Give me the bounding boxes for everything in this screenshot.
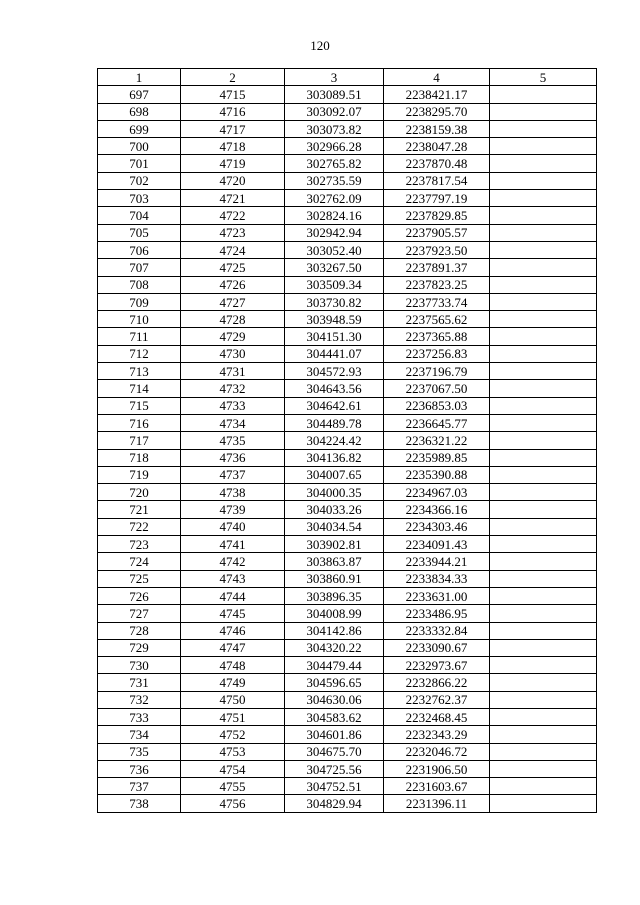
table-cell-col-3: 303509.34	[285, 276, 384, 293]
table-cell-col-3: 304572.93	[285, 363, 384, 380]
table-cell-col-4: 2237823.25	[384, 276, 490, 293]
table-row	[98, 449, 597, 466]
table-cell-col-1: 732	[98, 691, 181, 708]
table-cell-col-4: 2232468.45	[384, 708, 490, 725]
table-cell-col-1: 698	[98, 103, 181, 120]
table-cell-col-1: 729	[98, 639, 181, 656]
table-cell-col-2: 4732	[181, 380, 285, 397]
table-cell-col-3: 304489.78	[285, 414, 384, 431]
table-row	[98, 328, 597, 345]
table-cell-col-1: 738	[98, 795, 181, 812]
table-cell-col-2: 4717	[181, 120, 285, 137]
table-cell-col-2: 4741	[181, 536, 285, 553]
table-cell-col-1: 718	[98, 449, 181, 466]
table-cell-col-1: 715	[98, 397, 181, 414]
table-cell-col-4: 2236645.77	[384, 414, 490, 431]
table-cell-col-3: 302942.94	[285, 224, 384, 241]
table-cell-col-1: 734	[98, 726, 181, 743]
coordinates-table	[97, 68, 597, 813]
table-cell-col-4: 2236321.22	[384, 432, 490, 449]
table-cell-col-1: 703	[98, 190, 181, 207]
table-cell-col-4: 2237256.83	[384, 345, 490, 362]
table-cell-col-5	[490, 691, 597, 708]
table-row	[98, 501, 597, 518]
table-cell-col-3: 304033.26	[285, 501, 384, 518]
table-cell-col-2: 4742	[181, 553, 285, 570]
table-cell-col-2: 4745	[181, 605, 285, 622]
table-cell-col-2: 4731	[181, 363, 285, 380]
table-cell-col-4: 2235390.88	[384, 466, 490, 483]
table-row	[98, 743, 597, 760]
table-row	[98, 432, 597, 449]
table-cell-col-5	[490, 674, 597, 691]
table-cell-col-4: 2232973.67	[384, 657, 490, 674]
table-cell-col-1: 736	[98, 760, 181, 777]
table-cell-col-2: 4720	[181, 172, 285, 189]
table-cell-col-4: 2237829.85	[384, 207, 490, 224]
table-cell-col-3: 303267.50	[285, 259, 384, 276]
table-cell-col-2: 4730	[181, 345, 285, 362]
table-cell-col-4: 2233332.84	[384, 622, 490, 639]
table-cell-col-4: 2235989.85	[384, 449, 490, 466]
column-header-3: 3	[285, 69, 384, 86]
table-cell-col-1: 714	[98, 380, 181, 397]
table-cell-col-5	[490, 345, 597, 362]
table-cell-col-1: 700	[98, 138, 181, 155]
table-cell-col-3: 303863.87	[285, 553, 384, 570]
table-cell-col-3: 303902.81	[285, 536, 384, 553]
table-cell-col-3: 303730.82	[285, 293, 384, 310]
table-cell-col-3: 304151.30	[285, 328, 384, 345]
table-cell-col-2: 4752	[181, 726, 285, 743]
table-cell-col-2: 4747	[181, 639, 285, 656]
table-cell-col-5	[490, 276, 597, 293]
table-row	[98, 190, 597, 207]
table-cell-col-3: 303948.59	[285, 311, 384, 328]
table-cell-col-2: 4716	[181, 103, 285, 120]
header-row	[98, 69, 597, 86]
table-cell-col-4: 2237891.37	[384, 259, 490, 276]
table-cell-col-5	[490, 622, 597, 639]
table-cell-col-1: 709	[98, 293, 181, 310]
table-row	[98, 570, 597, 587]
table-row	[98, 207, 597, 224]
table-cell-col-4: 2234967.03	[384, 484, 490, 501]
table-cell-col-2: 4756	[181, 795, 285, 812]
table-cell-col-1: 721	[98, 501, 181, 518]
table-cell-col-3: 304008.99	[285, 605, 384, 622]
table-cell-col-5	[490, 328, 597, 345]
table-cell-col-4: 2232046.72	[384, 743, 490, 760]
table-row	[98, 345, 597, 362]
table-cell-col-4: 2238047.28	[384, 138, 490, 155]
table-cell-col-1: 716	[98, 414, 181, 431]
table-cell-col-4: 2233631.00	[384, 587, 490, 604]
table-row	[98, 466, 597, 483]
table-cell-col-5	[490, 760, 597, 777]
table-row	[98, 259, 597, 276]
table-cell-col-4: 2237923.50	[384, 241, 490, 258]
table-cell-col-4: 2231396.11	[384, 795, 490, 812]
table-cell-col-3: 304829.94	[285, 795, 384, 812]
table-cell-col-2: 4755	[181, 778, 285, 795]
table-cell-col-1: 723	[98, 536, 181, 553]
table-cell-col-5	[490, 795, 597, 812]
table-cell-col-2: 4724	[181, 241, 285, 258]
table-cell-col-3: 304224.42	[285, 432, 384, 449]
table-cell-col-1: 726	[98, 587, 181, 604]
table-cell-col-2: 4740	[181, 518, 285, 535]
table-cell-col-3: 302966.28	[285, 138, 384, 155]
table-cell-col-3: 304034.54	[285, 518, 384, 535]
table-row	[98, 605, 597, 622]
table-cell-col-1: 711	[98, 328, 181, 345]
table-cell-col-4: 2231906.50	[384, 760, 490, 777]
table-row	[98, 241, 597, 258]
table-cell-col-2: 4726	[181, 276, 285, 293]
table-cell-col-4: 2231603.67	[384, 778, 490, 795]
column-header-2: 2	[181, 69, 285, 86]
table-cell-col-4: 2234091.43	[384, 536, 490, 553]
table-row	[98, 657, 597, 674]
table-cell-col-5	[490, 449, 597, 466]
table-cell-col-2: 4737	[181, 466, 285, 483]
table-cell-col-3: 303092.07	[285, 103, 384, 120]
table-cell-col-1: 702	[98, 172, 181, 189]
table-cell-col-4: 2237196.79	[384, 363, 490, 380]
table-cell-col-3: 304596.65	[285, 674, 384, 691]
table-cell-col-2: 4754	[181, 760, 285, 777]
table-row	[98, 587, 597, 604]
table-row	[98, 484, 597, 501]
table-header	[98, 69, 597, 86]
table-row	[98, 518, 597, 535]
table-cell-col-3: 304007.65	[285, 466, 384, 483]
table-cell-col-3: 304725.56	[285, 760, 384, 777]
table-row	[98, 414, 597, 431]
table-cell-col-1: 701	[98, 155, 181, 172]
table-cell-col-3: 302735.59	[285, 172, 384, 189]
table-cell-col-4: 2237365.88	[384, 328, 490, 345]
table-cell-col-4: 2233486.95	[384, 605, 490, 622]
table-cell-col-2: 4722	[181, 207, 285, 224]
table-cell-col-1: 722	[98, 518, 181, 535]
table-cell-col-2: 4748	[181, 657, 285, 674]
table-cell-col-3: 304142.86	[285, 622, 384, 639]
table-row	[98, 311, 597, 328]
table-cell-col-3: 304000.35	[285, 484, 384, 501]
table-cell-col-2: 4738	[181, 484, 285, 501]
table-row	[98, 708, 597, 725]
table-cell-col-4: 2237565.62	[384, 311, 490, 328]
table-cell-col-4: 2232866.22	[384, 674, 490, 691]
table-cell-col-2: 4723	[181, 224, 285, 241]
table-cell-col-4: 2237067.50	[384, 380, 490, 397]
table-cell-col-1: 720	[98, 484, 181, 501]
table-cell-col-1: 713	[98, 363, 181, 380]
table-row	[98, 622, 597, 639]
table-cell-col-5	[490, 726, 597, 743]
table-row	[98, 674, 597, 691]
table-cell-col-1: 727	[98, 605, 181, 622]
table-cell-col-2: 4725	[181, 259, 285, 276]
table-cell-col-1: 712	[98, 345, 181, 362]
table-row	[98, 293, 597, 310]
table-cell-col-1: 708	[98, 276, 181, 293]
table-cell-col-5	[490, 241, 597, 258]
table-cell-col-1: 706	[98, 241, 181, 258]
table-cell-col-5	[490, 587, 597, 604]
table-cell-col-4: 2237797.19	[384, 190, 490, 207]
table-cell-col-5	[490, 484, 597, 501]
column-header-5: 5	[490, 69, 597, 86]
table-cell-col-2: 4753	[181, 743, 285, 760]
table-row	[98, 760, 597, 777]
table-row	[98, 138, 597, 155]
table-cell-col-4: 2234366.16	[384, 501, 490, 518]
table-row	[98, 172, 597, 189]
table-row	[98, 380, 597, 397]
table-cell-col-1: 728	[98, 622, 181, 639]
table-cell-col-3: 304136.82	[285, 449, 384, 466]
table-cell-col-3: 304643.56	[285, 380, 384, 397]
table-cell-col-2: 4744	[181, 587, 285, 604]
table-row	[98, 778, 597, 795]
table-row	[98, 86, 597, 103]
table-cell-col-2: 4718	[181, 138, 285, 155]
table-cell-col-5	[490, 86, 597, 103]
table-cell-col-5	[490, 259, 597, 276]
table-cell-col-1: 710	[98, 311, 181, 328]
table-cell-col-5	[490, 207, 597, 224]
table-cell-col-3: 302824.16	[285, 207, 384, 224]
table-cell-col-2: 4743	[181, 570, 285, 587]
table-cell-col-3: 303073.82	[285, 120, 384, 137]
table-cell-col-1: 699	[98, 120, 181, 137]
table-cell-col-4: 2236853.03	[384, 397, 490, 414]
table-cell-col-3: 303052.40	[285, 241, 384, 258]
column-header-1: 1	[98, 69, 181, 86]
table-cell-col-4: 2233834.33	[384, 570, 490, 587]
table-row	[98, 224, 597, 241]
table-cell-col-4: 2232762.37	[384, 691, 490, 708]
table-cell-col-3: 304320.22	[285, 639, 384, 656]
table-row	[98, 276, 597, 293]
table-cell-col-5	[490, 778, 597, 795]
table-cell-col-2: 4733	[181, 397, 285, 414]
table-cell-col-5	[490, 380, 597, 397]
table-cell-col-1: 704	[98, 207, 181, 224]
table-row	[98, 536, 597, 553]
table-cell-col-5	[490, 708, 597, 725]
table-cell-col-5	[490, 518, 597, 535]
table-cell-col-5	[490, 639, 597, 656]
table-cell-col-3: 304583.62	[285, 708, 384, 725]
table-cell-col-1: 725	[98, 570, 181, 587]
table-cell-col-4: 2234303.46	[384, 518, 490, 535]
table-cell-col-5	[490, 397, 597, 414]
table-cell-col-3: 303089.51	[285, 86, 384, 103]
table-cell-col-4: 2237733.74	[384, 293, 490, 310]
table-cell-col-1: 730	[98, 657, 181, 674]
table-cell-col-5	[490, 536, 597, 553]
table-cell-col-5	[490, 605, 597, 622]
table-cell-col-2: 4728	[181, 311, 285, 328]
table-cell-col-3: 303896.35	[285, 587, 384, 604]
table-body	[98, 86, 597, 812]
table-cell-col-2: 4729	[181, 328, 285, 345]
table-cell-col-5	[490, 570, 597, 587]
table-row	[98, 103, 597, 120]
table-cell-col-3: 304479.44	[285, 657, 384, 674]
table-cell-col-5	[490, 293, 597, 310]
table-cell-col-5	[490, 501, 597, 518]
table-cell-col-4: 2238159.38	[384, 120, 490, 137]
table-row	[98, 639, 597, 656]
table-cell-col-1: 731	[98, 674, 181, 691]
table-cell-col-2: 4736	[181, 449, 285, 466]
table-cell-col-4: 2237870.48	[384, 155, 490, 172]
table-cell-col-1: 733	[98, 708, 181, 725]
table-cell-col-4: 2232343.29	[384, 726, 490, 743]
table-cell-col-5	[490, 363, 597, 380]
table-cell-col-2: 4749	[181, 674, 285, 691]
table-cell-col-5	[490, 172, 597, 189]
table-cell-col-5	[490, 414, 597, 431]
table-cell-col-5	[490, 224, 597, 241]
table-row	[98, 363, 597, 380]
table-cell-col-4: 2238295.70	[384, 103, 490, 120]
table-cell-col-4: 2237905.57	[384, 224, 490, 241]
table-cell-col-2: 4739	[181, 501, 285, 518]
table-cell-col-5	[490, 120, 597, 137]
table-row	[98, 155, 597, 172]
table-cell-col-5	[490, 138, 597, 155]
table-cell-col-3: 304601.86	[285, 726, 384, 743]
table-cell-col-3: 304752.51	[285, 778, 384, 795]
table-cell-col-2: 4746	[181, 622, 285, 639]
table-cell-col-1: 724	[98, 553, 181, 570]
table-row	[98, 726, 597, 743]
table-cell-col-1: 707	[98, 259, 181, 276]
table-cell-col-1: 717	[98, 432, 181, 449]
table-cell-col-5	[490, 743, 597, 760]
table-cell-col-4: 2233944.21	[384, 553, 490, 570]
table-cell-col-2: 4715	[181, 86, 285, 103]
table-cell-col-1: 737	[98, 778, 181, 795]
table-cell-col-2: 4734	[181, 414, 285, 431]
table-cell-col-5	[490, 432, 597, 449]
table-cell-col-1: 719	[98, 466, 181, 483]
table-cell-col-2: 4750	[181, 691, 285, 708]
table-row	[98, 397, 597, 414]
table-cell-col-1: 705	[98, 224, 181, 241]
table-cell-col-2: 4735	[181, 432, 285, 449]
table-cell-col-1: 735	[98, 743, 181, 760]
table-cell-col-3: 304630.06	[285, 691, 384, 708]
column-header-4: 4	[384, 69, 490, 86]
table-row	[98, 120, 597, 137]
table-cell-col-3: 302762.09	[285, 190, 384, 207]
page-number: 120	[310, 38, 330, 53]
table-row	[98, 691, 597, 708]
table-cell-col-2: 4727	[181, 293, 285, 310]
table-row	[98, 795, 597, 812]
table-cell-col-4: 2233090.67	[384, 639, 490, 656]
table-cell-col-5	[490, 103, 597, 120]
table-cell-col-5	[490, 155, 597, 172]
table-cell-col-4: 2237817.54	[384, 172, 490, 189]
table-cell-col-5	[490, 657, 597, 674]
table-cell-col-5	[490, 311, 597, 328]
table-cell-col-2: 4751	[181, 708, 285, 725]
table-cell-col-5	[490, 190, 597, 207]
table-cell-col-5	[490, 466, 597, 483]
table-cell-col-3: 303860.91	[285, 570, 384, 587]
table-cell-col-3: 304642.61	[285, 397, 384, 414]
table-cell-col-3: 302765.82	[285, 155, 384, 172]
table-row	[98, 553, 597, 570]
table-cell-col-5	[490, 553, 597, 570]
table-cell-col-3: 304675.70	[285, 743, 384, 760]
table-cell-col-3: 304441.07	[285, 345, 384, 362]
table-cell-col-2: 4721	[181, 190, 285, 207]
table-cell-col-4: 2238421.17	[384, 86, 490, 103]
table-cell-col-1: 697	[98, 86, 181, 103]
table-cell-col-2: 4719	[181, 155, 285, 172]
